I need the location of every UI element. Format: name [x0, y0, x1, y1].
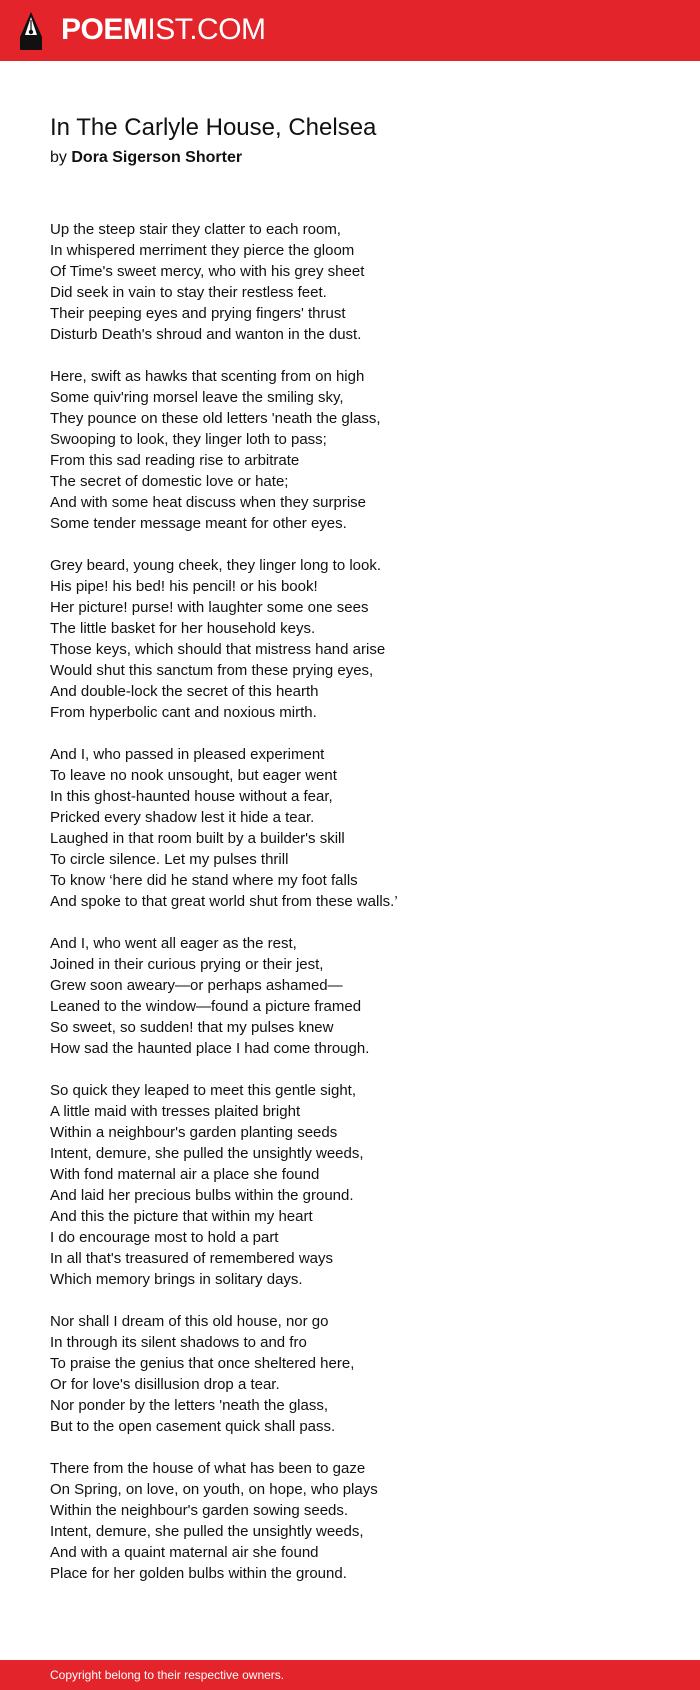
poem-line: To leave no nook unsought, but eager went: [50, 767, 337, 784]
poem-line: And spoke to that great world shut from these walls.’: [50, 893, 398, 910]
poem-line: And double-lock the secret of this hearth: [50, 683, 319, 700]
poem-line: They pounce on these old letters 'neath the glass,: [50, 410, 381, 427]
poem-stanza: [50, 933, 670, 1059]
poem-stanza: [50, 744, 670, 912]
poem-byline: [50, 147, 242, 169]
poem-line: Grey beard, young cheek, they linger long to look.: [50, 557, 382, 574]
poem-line: Nor shall I dream of this old house, nor go: [50, 1313, 329, 1330]
poem-line: With fond maternal air a place she found: [50, 1166, 320, 1183]
brand-name-bold: POEM: [61, 13, 148, 46]
poem-line: A little maid with tresses plaited bright: [50, 1103, 301, 1120]
poem-line: Disturb Death's shroud and wanton in the dust.: [50, 326, 362, 343]
poem-line: Within the neighbour's garden sowing seeds.: [50, 1502, 349, 1519]
poem-line: Of Time's sweet mercy, who with his grey sheet: [50, 263, 365, 280]
poem-line: Laughed in that room built by a builder's skill: [50, 830, 345, 847]
poem-line: Some quiv'ring morsel leave the smiling sky,: [50, 389, 344, 406]
poem-line: His pipe! his bed! his pencil! or his book!: [50, 578, 318, 595]
poem-line: And with a quaint maternal air she found: [50, 1544, 319, 1561]
poem-line: Swooping to look, they linger loth to pass;: [50, 431, 327, 448]
poem-line: And with some heat discuss when they surprise: [50, 494, 366, 511]
poem-line: Intent, demure, she pulled the unsightly weeds,: [50, 1145, 364, 1162]
poem-line: The secret of domestic love or hate;: [50, 473, 289, 490]
poem-stanza: [50, 1311, 670, 1437]
copyright-text: Copyright belong to their respective owners.: [50, 1668, 285, 1682]
site-header: [0, 0, 700, 61]
poem-line: Grew soon aweary—or perhaps ashamed—: [50, 977, 343, 994]
poem-line: Which memory brings in solitary days.: [50, 1271, 303, 1288]
poem-line: Their peeping eyes and prying fingers' thrust: [50, 305, 346, 322]
poem-line: Intent, demure, she pulled the unsightly weeds,: [50, 1523, 364, 1540]
author-name: Dora Sigerson Shorter: [71, 149, 243, 166]
poem-line: From this sad reading rise to arbitrate: [50, 452, 300, 469]
poem-line: And this the picture that within my heart: [50, 1208, 313, 1225]
poem-line: Joined in their curious prying or their jest,: [50, 956, 324, 973]
site-footer: [0, 1660, 700, 1690]
site-logo-link[interactable]: [61, 10, 266, 50]
poem-line: Or for love's disillusion drop a tear.: [50, 1376, 280, 1393]
poem-line: Would shut this sanctum from these prying eyes,: [50, 662, 374, 679]
poem-line: There from the house of what has been to gaze: [50, 1460, 366, 1477]
poem-stanza: [50, 366, 670, 534]
poem-line: Her picture! purse! with laughter some one sees: [50, 599, 369, 616]
poem-line: In all that's treasured of remembered ways: [50, 1250, 333, 1267]
poem-stanza: [50, 219, 670, 345]
poem-line: To circle silence. Let my pulses thrill: [50, 851, 289, 868]
poem-line: The little basket for her household keys.: [50, 620, 316, 637]
poem-line: To know ‘here did he stand where my foot falls: [50, 872, 358, 889]
poem-line: Did seek in vain to stay their restless feet.: [50, 284, 327, 301]
poem-line: And I, who went all eager as the rest,: [50, 935, 297, 952]
poem-line: So sweet, so sudden! that my pulses knew: [50, 1019, 334, 1036]
by-label: by: [50, 149, 67, 166]
poem-line: To praise the genius that once sheltered here,: [50, 1355, 355, 1372]
poem-line: How sad the haunted place I had come through.: [50, 1040, 370, 1057]
poem-stanza: [50, 1458, 670, 1584]
poem-line: Here, swift as hawks that scenting from on high: [50, 368, 365, 385]
poem-stanza: [50, 555, 670, 723]
poem-line: I do encourage most to hold a part: [50, 1229, 279, 1246]
poem-line: Those keys, which should that mistress hand arise: [50, 641, 386, 658]
poem-body: [50, 219, 670, 1605]
poem-line: And laid her precious bulbs within the ground.: [50, 1187, 354, 1204]
poem-line: Nor ponder by the letters 'neath the glass,: [50, 1397, 329, 1414]
pen-nib-icon[interactable]: [19, 11, 43, 51]
poem-line: Within a neighbour's garden planting seeds: [50, 1124, 338, 1141]
poem-line: And I, who passed in pleased experiment: [50, 746, 325, 763]
poem-line: But to the open casement quick shall pass.: [50, 1418, 336, 1435]
poem-line: Pricked every shadow lest it hide a tear.: [50, 809, 315, 826]
poem-line: So quick they leaped to meet this gentle sight,: [50, 1082, 357, 1099]
poem-stanza: [50, 1080, 670, 1290]
poem-line: Leaned to the window—found a picture framed: [50, 998, 362, 1015]
poem-line: On Spring, on love, on youth, on hope, who plays: [50, 1481, 378, 1498]
poem-line: Place for her golden bulbs within the ground.: [50, 1565, 347, 1582]
poem-line: Some tender message meant for other eyes.: [50, 515, 347, 532]
poem-line: In whispered merriment they pierce the gloom: [50, 242, 355, 259]
poem-line: In this ghost-haunted house without a fear,: [50, 788, 333, 805]
poem-line: Up the steep stair they clatter to each room,: [50, 221, 341, 238]
brand-name-rest: IST.COM: [147, 13, 266, 46]
poem-title: In The Carlyle House, Chelsea: [50, 114, 377, 141]
poem-line: From hyperbolic cant and noxious mirth.: [50, 704, 317, 721]
poem-line: In through its silent shadows to and fro: [50, 1334, 307, 1351]
